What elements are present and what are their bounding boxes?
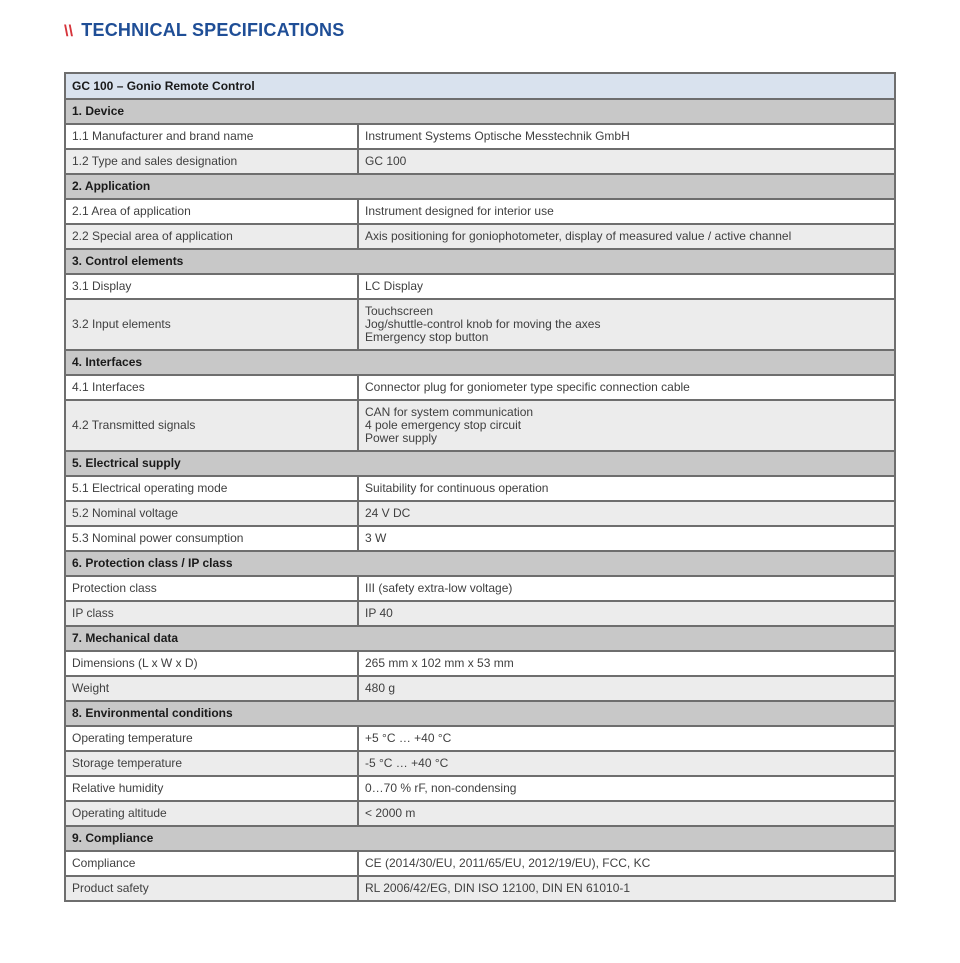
spec-value: [358, 776, 895, 801]
spec-label: Dimensions (L x W x D): [65, 651, 358, 676]
table-title-row: [65, 73, 895, 99]
spec-value: [358, 576, 895, 601]
spec-row: [65, 601, 895, 626]
section-row: [65, 551, 895, 576]
spec-row: [65, 299, 895, 350]
spec-value-line: III (safety extra-low voltage): [365, 581, 513, 595]
spec-value: [358, 501, 895, 526]
spec-value: [358, 751, 895, 776]
page-heading: [64, 20, 344, 41]
spec-row: [65, 124, 895, 149]
spec-row: [65, 501, 895, 526]
spec-row: [65, 375, 895, 400]
spec-value-line: 24 V DC: [365, 506, 411, 520]
spec-value-line: Power supply: [365, 431, 438, 445]
spec-label: Product safety: [65, 876, 358, 901]
spec-label: 4.2 Transmitted signals: [65, 400, 358, 451]
spec-value: [358, 526, 895, 551]
spec-row: [65, 224, 895, 249]
spec-label: Relative humidity: [65, 776, 358, 801]
spec-label: 3.2 Input elements: [65, 299, 358, 350]
spec-value-line: LC Display: [365, 279, 424, 293]
spec-row: [65, 400, 895, 451]
spec-row: [65, 149, 895, 174]
spec-value: [358, 124, 895, 149]
spec-row: [65, 476, 895, 501]
spec-value-line: 480 g: [365, 681, 396, 695]
spec-value-line: +5 °C … +40 °C: [365, 731, 452, 745]
section-heading: 4. Interfaces: [65, 350, 895, 375]
spec-value-line: IP 40: [365, 606, 393, 620]
spec-row: [65, 726, 895, 751]
spec-label: 5.3 Nominal power consumption: [65, 526, 358, 551]
spec-value: [358, 651, 895, 676]
spec-value-line: CAN for system communication: [365, 405, 534, 419]
table-title: GC 100 – Gonio Remote Control: [65, 73, 895, 99]
spec-value: [358, 375, 895, 400]
spec-value-line: 265 mm x 102 mm x 53 mm: [365, 656, 514, 670]
spec-label: 5.1 Electrical operating mode: [65, 476, 358, 501]
spec-label: Storage temperature: [65, 751, 358, 776]
spec-row: [65, 274, 895, 299]
spec-value-line: Jog/shuttle-control knob for moving the axes: [365, 317, 601, 331]
spec-value-line: 3 W: [365, 531, 387, 545]
spec-label: Compliance: [65, 851, 358, 876]
spec-value-line: RL 2006/42/EG, DIN ISO 12100, DIN EN 61010-1: [365, 881, 631, 895]
page-title: TECHNICAL SPECIFICATIONS: [81, 20, 345, 40]
section-row: [65, 451, 895, 476]
section-row: [65, 99, 895, 124]
spec-value: [358, 199, 895, 224]
section-heading: 8. Environmental conditions: [65, 701, 895, 726]
spec-value-line: Axis positioning for goniophotometer, display of measured value / active channel: [365, 229, 792, 243]
spec-value: [358, 876, 895, 901]
spec-row: [65, 576, 895, 601]
spec-label: 4.1 Interfaces: [65, 375, 358, 400]
spec-row: [65, 801, 895, 826]
section-row: [65, 350, 895, 375]
section-row: [65, 701, 895, 726]
spec-value: [358, 224, 895, 249]
section-heading: 6. Protection class / IP class: [65, 551, 895, 576]
spec-value-line: GC 100: [365, 154, 407, 168]
spec-label: 1.1 Manufacturer and brand name: [65, 124, 358, 149]
spec-row: [65, 676, 895, 701]
section-row: [65, 174, 895, 199]
spec-label: 5.2 Nominal voltage: [65, 501, 358, 526]
spec-table-body: [65, 73, 895, 901]
section-heading: 3. Control elements: [65, 249, 895, 274]
spec-value-line: Emergency stop button: [365, 330, 489, 344]
spec-table: [64, 72, 896, 902]
spec-value-line: Connector plug for goniometer type specific connection cable: [365, 380, 690, 394]
spec-value: [358, 274, 895, 299]
spec-value-line: CE (2014/30/EU, 2011/65/EU, 2012/19/EU), FCC, KC: [365, 856, 651, 870]
spec-label: 3.1 Display: [65, 274, 358, 299]
spec-value: [358, 476, 895, 501]
spec-row: [65, 751, 895, 776]
spec-value: [358, 851, 895, 876]
section-heading: 5. Electrical supply: [65, 451, 895, 476]
spec-value: [358, 676, 895, 701]
spec-value-line: Instrument Systems Optische Messtechnik GmbH: [365, 129, 630, 143]
spec-row: [65, 651, 895, 676]
section-heading: 1. Device: [65, 99, 895, 124]
spec-value-line: -5 °C … +40 °C: [365, 756, 449, 770]
spec-row: [65, 876, 895, 901]
spec-label: Operating temperature: [65, 726, 358, 751]
spec-row: [65, 199, 895, 224]
section-heading: 2. Application: [65, 174, 895, 199]
spec-value: [358, 149, 895, 174]
section-row: [65, 249, 895, 274]
spec-value-line: Suitability for continuous operation: [365, 481, 549, 495]
spec-label: Weight: [65, 676, 358, 701]
spec-label: 2.2 Special area of application: [65, 224, 358, 249]
section-heading: 9. Compliance: [65, 826, 895, 851]
spec-label: 2.1 Area of application: [65, 199, 358, 224]
spec-value: [358, 801, 895, 826]
spec-row: [65, 851, 895, 876]
spec-row: [65, 776, 895, 801]
spec-label: Operating altitude: [65, 801, 358, 826]
spec-value: [358, 601, 895, 626]
section-heading: 7. Mechanical data: [65, 626, 895, 651]
heading-mark: \\: [64, 23, 74, 40]
spec-value: [358, 400, 895, 451]
spec-value-line: 4 pole emergency stop circuit: [365, 418, 522, 432]
spec-label: IP class: [65, 601, 358, 626]
spec-value: [358, 299, 895, 350]
spec-value: [358, 726, 895, 751]
spec-value-line: Instrument designed for interior use: [365, 204, 554, 218]
spec-value-line: Touchscreen: [365, 304, 434, 318]
spec-label: Protection class: [65, 576, 358, 601]
spec-value-line: < 2000 m: [365, 806, 416, 820]
spec-row: [65, 526, 895, 551]
section-row: [65, 826, 895, 851]
spec-label: 1.2 Type and sales designation: [65, 149, 358, 174]
section-row: [65, 626, 895, 651]
spec-value-line: 0…70 % rF, non-condensing: [365, 781, 517, 795]
